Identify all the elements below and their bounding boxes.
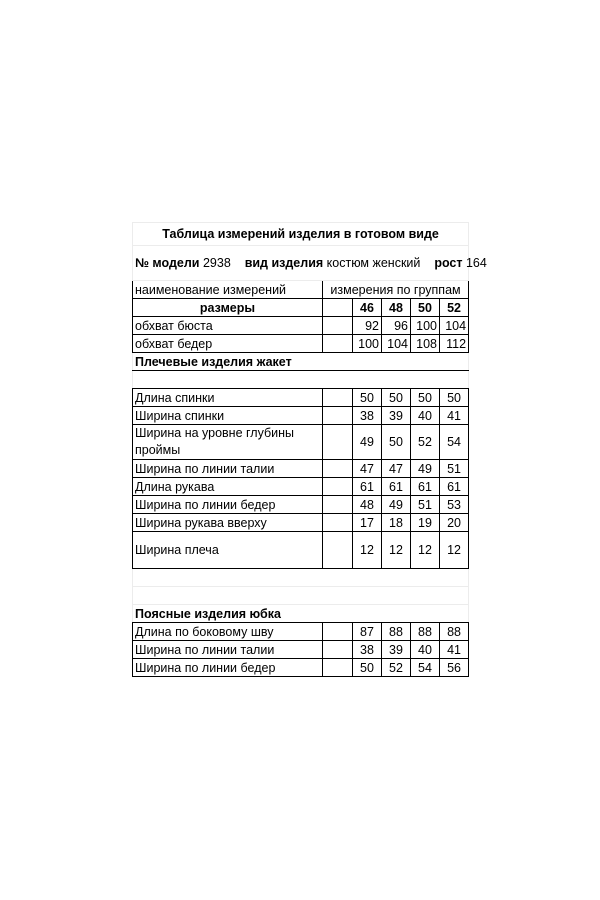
cell: 12 (411, 532, 440, 569)
cell: 96 (382, 317, 411, 335)
title-row (133, 223, 469, 246)
gap-cell (323, 299, 353, 317)
cell: 100 (353, 335, 382, 353)
header-groups-col: измерения по группам (323, 281, 469, 299)
gap-cell (323, 317, 353, 335)
cell: 38 (353, 407, 382, 425)
gap-cell (323, 335, 353, 353)
row-name: Ширина плеча (133, 532, 323, 569)
skirt-section-title: Поясные изделия юбка (133, 605, 469, 623)
jacket-section-title: Плечевые изделия жакет (133, 353, 469, 371)
cell: 61 (382, 478, 411, 496)
cell: 53 (440, 496, 469, 514)
cell: 47 (382, 460, 411, 478)
gap-cell (323, 514, 353, 532)
cell: 50 (382, 425, 411, 460)
row-name: Ширина спинки (133, 407, 323, 425)
header-row (133, 281, 469, 299)
table-row (133, 514, 469, 532)
cell: 50 (353, 659, 382, 677)
model-label: № модели (135, 256, 200, 270)
gap-cell (323, 460, 353, 478)
cell: 51 (411, 496, 440, 514)
cell: 50 (440, 389, 469, 407)
cell: 39 (382, 641, 411, 659)
measurement-sheet (132, 222, 487, 677)
cell: 49 (411, 460, 440, 478)
cell: 20 (440, 514, 469, 532)
size-46: 46 (353, 299, 382, 317)
cell: 104 (440, 317, 469, 335)
cell: 50 (411, 389, 440, 407)
table-row (133, 623, 469, 641)
cell: 100 (411, 317, 440, 335)
cell: 12 (440, 532, 469, 569)
cell: 112 (440, 335, 469, 353)
cell: 88 (411, 623, 440, 641)
cell: 12 (382, 532, 411, 569)
gap-cell (323, 641, 353, 659)
cell: 88 (440, 623, 469, 641)
cell: 47 (353, 460, 382, 478)
row-name: Ширина рукава вверху (133, 514, 323, 532)
cell: 18 (382, 514, 411, 532)
row-name: Ширина на уровне глубины проймы (133, 425, 323, 460)
header-name-col: наименование измерений (133, 281, 323, 299)
cell: 49 (353, 425, 382, 460)
table-row (133, 532, 469, 569)
spacer-row (133, 371, 469, 389)
cell: 61 (353, 478, 382, 496)
table-row (133, 317, 469, 335)
cell: 40 (411, 407, 440, 425)
row-name: Длина по боковому шву (133, 623, 323, 641)
table-row (133, 460, 469, 478)
gap-cell (323, 407, 353, 425)
cell: 104 (382, 335, 411, 353)
gap-cell (323, 478, 353, 496)
cell: 38 (353, 641, 382, 659)
height-label: рост (434, 256, 463, 270)
gap-cell (323, 532, 353, 569)
table-row (133, 425, 469, 460)
cell: 51 (440, 460, 469, 478)
table-row (133, 496, 469, 514)
type-label: вид изделия (244, 256, 324, 270)
cell: 61 (411, 478, 440, 496)
model-value: 2938 (202, 256, 231, 270)
measurement-table (132, 222, 487, 677)
model-row (133, 246, 469, 281)
cell: 41 (440, 641, 469, 659)
table-row (133, 478, 469, 496)
skirt-section-row (133, 605, 469, 623)
gap-cell (323, 659, 353, 677)
size-50: 50 (411, 299, 440, 317)
sizes-row (133, 299, 469, 317)
table-row (133, 335, 469, 353)
row-name: обхват бюста (133, 317, 323, 335)
sizes-label: размеры (133, 299, 323, 317)
spacer-row (133, 587, 469, 605)
cell: 56 (440, 659, 469, 677)
cell: 49 (382, 496, 411, 514)
table-row (133, 641, 469, 659)
size-52: 52 (440, 299, 469, 317)
cell: 61 (440, 478, 469, 496)
cell: 48 (353, 496, 382, 514)
cell: 50 (353, 389, 382, 407)
cell: 41 (440, 407, 469, 425)
spacer-row (133, 569, 469, 587)
gap-cell (323, 496, 353, 514)
type-value: костюм женский (326, 256, 421, 270)
gap-cell (323, 425, 353, 460)
table-row (133, 389, 469, 407)
row-name: Ширина по линии бедер (133, 659, 323, 677)
cell: 12 (353, 532, 382, 569)
gap-cell (323, 389, 353, 407)
cell: 108 (411, 335, 440, 353)
cell: 54 (411, 659, 440, 677)
row-name: Длина рукава (133, 478, 323, 496)
height-value: 164 (465, 256, 487, 270)
cell: 50 (382, 389, 411, 407)
cell: 52 (411, 425, 440, 460)
cell: 17 (353, 514, 382, 532)
row-name: Ширина по линии талии (133, 641, 323, 659)
row-name: Ширина по линии бедер (133, 496, 323, 514)
cell: 19 (411, 514, 440, 532)
row-name: Длина спинки (133, 389, 323, 407)
row-name: Ширина по линии талии (133, 460, 323, 478)
cell: 52 (382, 659, 411, 677)
table-title: Таблица измерений изделия в готовом виде (133, 223, 469, 246)
cell: 87 (353, 623, 382, 641)
row-name: обхват бедер (133, 335, 323, 353)
cell: 39 (382, 407, 411, 425)
model-info (133, 246, 487, 281)
cell: 40 (411, 641, 440, 659)
gap-cell (323, 623, 353, 641)
jacket-section-row (133, 353, 469, 371)
cell: 92 (353, 317, 382, 335)
table-row (133, 407, 469, 425)
size-48: 48 (382, 299, 411, 317)
cell: 88 (382, 623, 411, 641)
table-row (133, 659, 469, 677)
cell: 54 (440, 425, 469, 460)
